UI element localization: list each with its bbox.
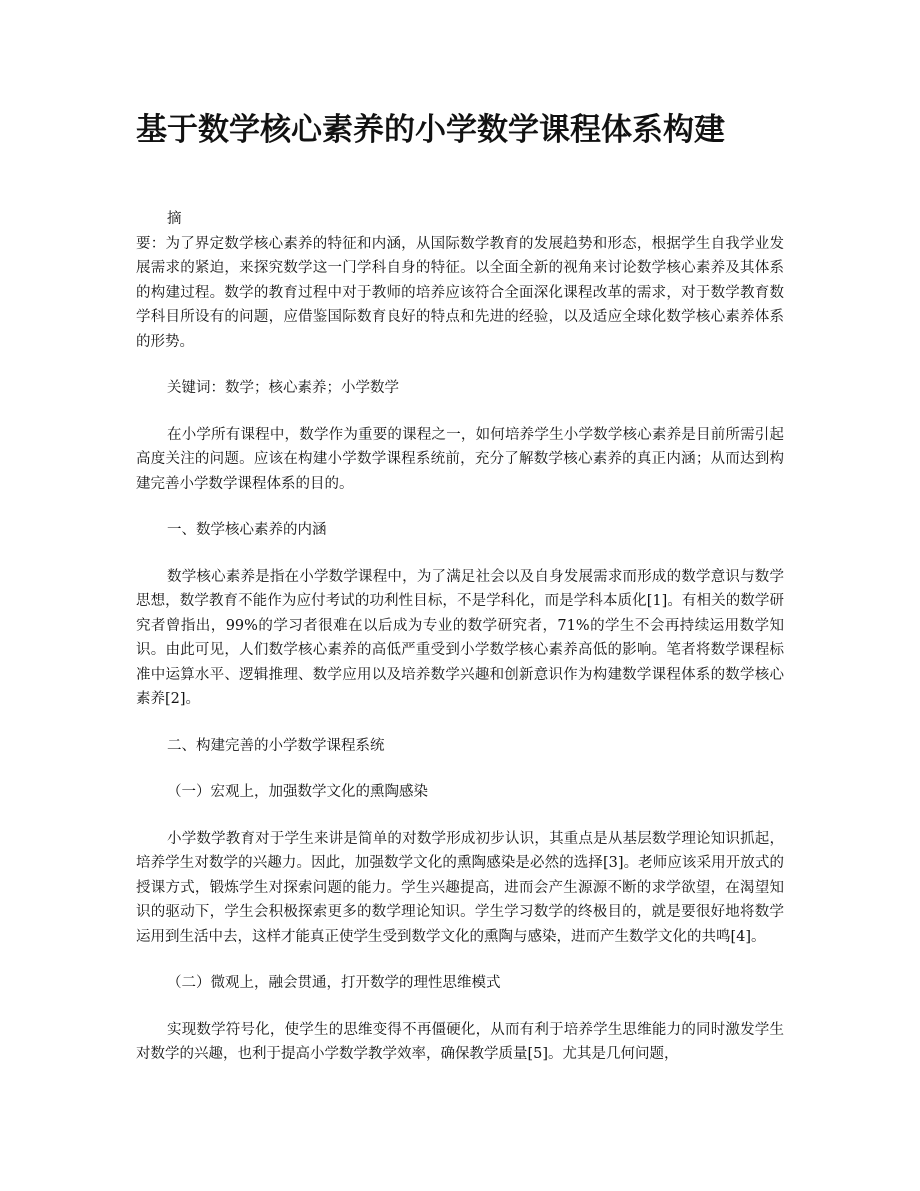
spacer — [136, 712, 784, 734]
section-1-heading: 一、数学核心素养的内涵 — [167, 522, 327, 538]
document-page — [136, 105, 784, 1067]
keywords-line: 关键词：数学；核心素养；小学数学 — [167, 380, 399, 396]
subsection-2-paragraph: 实现数学符号化，使学生的思维变得不再僵硬化，从而有利于培养学生思维能力的同时激发学生对数学的兴趣，也利于提高小学数学教学效率，确保教学质量[5]。尤其是几何问题， — [136, 1021, 784, 1062]
subsection-1-paragraph: 小学数学教育对于学生来讲是简单的对数学形成初步认识，其重点是从基层数学理论知识抓起，培养学生对数学的兴趣力。因此，加强数学文化的熏陶感染是必然的选择[3]。老师应该采用开放式的授课方式，锻炼学生对探索问题的能力。学生兴趣提高，进而会产生源源不断的求学欲望，在渴望知识的驱动下，学生会积极探索更多的数学理论知识。学生学习数学的终极目的，就是要很好地将数学运用到生活中去，这样才能真正使学生受到数学文化的熏陶与感染，进而产生数学文化的共鸣[4]。 — [136, 830, 784, 945]
spacer — [136, 758, 784, 780]
spacer — [136, 543, 784, 565]
spacer — [136, 996, 784, 1018]
abstract-text: 要：为了界定数学核心素养的特征和内涵，从国际数学教育的发展趋势和形态，根据学生自我学业发展需求的紧迫，来探究数学这一门学科自身的特征。以全面全新的视角来讨论数学核心素养及其体系的构建过程。数学的教育过程中对于教师的培养应该符合全面深化课程改革的需求，对于数学教育数学科目所设有的问题，应借鉴国际数育良好的特点和先进的经验，以及适应全球化数学核心素养体系的形势。 — [136, 235, 784, 350]
spacer — [136, 949, 784, 971]
spacer — [136, 805, 784, 827]
document-title: 基于数学核心素养的小学数学课程体系构建 — [136, 112, 725, 148]
spacer — [136, 496, 784, 518]
intro-paragraph: 在小学所有课程中，数学作为重要的课程之一，如何培养学生小学数学核心素养是目前所需引起高度关注的问题。应该在构建小学数学课程系统前，充分了解数学核心素养的真正内涵；从而达到构建完善小学数学课程体系的目的。 — [136, 426, 784, 492]
section-2-heading: 二、构建完善的小学数学课程系统 — [167, 737, 385, 754]
subsection-2-heading: （二）微观上，融会贯通，打开数学的理性思维模式 — [167, 975, 501, 991]
spacer — [136, 354, 784, 376]
spacer — [136, 401, 784, 423]
abstract-label: 摘 — [167, 211, 182, 227]
subsection-1-heading: （一）宏观上，加强数学文化的熏陶感染 — [167, 784, 428, 800]
section-1-paragraph: 数学核心素养是指在小学数学课程中，为了满足社会以及自身发展需求而形成的数学意识与数学思想，数学教育不能作为应付考试的功利性目标，不是学科化，而是学科本质化[1]。有相关的数学研究者曾指出，99%的学习者很难在以后成为专业的数学研究者，71%的学生不会再持续运用数学知识。由此可见，人们数学核心素养的高低严重受到小学数学核心素养高低的影响。笔者将数学课程标准中运算水平、逻辑推理、数学应用以及培养数学兴趣和创新意识作为构建数学课程体系的数学核心素养[2]。 — [136, 568, 784, 707]
